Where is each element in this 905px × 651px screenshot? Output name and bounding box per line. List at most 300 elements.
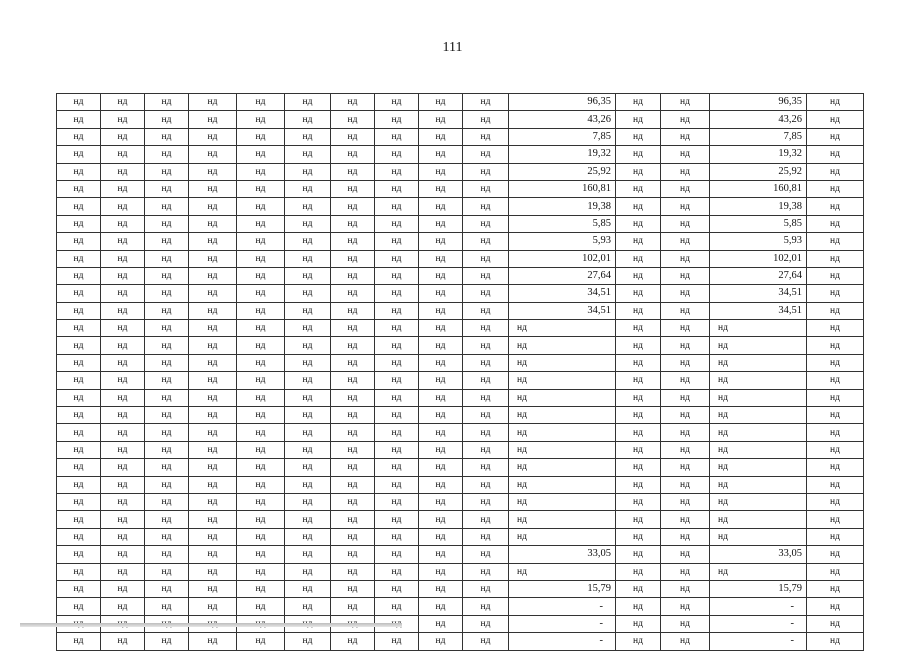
- table-cell: 34,51: [710, 302, 807, 319]
- table-cell: нд: [101, 563, 145, 580]
- table-cell: нд: [189, 285, 237, 302]
- table-cell: нд: [616, 337, 661, 354]
- table-cell: нд: [145, 233, 189, 250]
- table-cell: нд: [285, 320, 331, 337]
- table-cell: нд: [375, 302, 419, 319]
- table-cell: нд: [57, 511, 101, 528]
- table-cell: нд: [710, 389, 807, 406]
- table-cell: нд: [285, 580, 331, 597]
- table-cell: нд: [807, 320, 864, 337]
- table-cell: 34,51: [509, 285, 616, 302]
- table-cell: 27,64: [710, 267, 807, 284]
- table-cell: нд: [375, 215, 419, 232]
- table-cell: нд: [616, 111, 661, 128]
- table-cell: нд: [101, 94, 145, 111]
- table-cell: нд: [710, 337, 807, 354]
- table-cell: нд: [57, 633, 101, 650]
- table-row: [57, 493, 864, 510]
- table-cell: нд: [331, 198, 375, 215]
- table-cell: нд: [57, 233, 101, 250]
- table-cell: нд: [463, 528, 509, 545]
- table-cell: нд: [616, 546, 661, 563]
- table-cell: нд: [331, 424, 375, 441]
- table-cell: нд: [616, 615, 661, 632]
- table-cell: нд: [375, 580, 419, 597]
- table-cell: нд: [807, 94, 864, 111]
- table-cell: нд: [616, 511, 661, 528]
- table-cell: нд: [616, 598, 661, 615]
- table-cell: нд: [375, 267, 419, 284]
- table-cell: нд: [616, 580, 661, 597]
- table-cell: нд: [375, 424, 419, 441]
- table-cell: нд: [661, 198, 710, 215]
- table-row: [57, 163, 864, 180]
- table-cell: нд: [375, 546, 419, 563]
- table-cell: нд: [285, 198, 331, 215]
- table-cell: нд: [331, 285, 375, 302]
- table-cell: нд: [145, 302, 189, 319]
- table-cell: нд: [237, 94, 285, 111]
- table-cell: нд: [419, 285, 463, 302]
- table-cell: нд: [237, 546, 285, 563]
- table-cell: нд: [375, 441, 419, 458]
- table-cell: нд: [375, 354, 419, 371]
- table-cell: нд: [419, 146, 463, 163]
- table-cell: нд: [57, 146, 101, 163]
- table-cell: нд: [189, 476, 237, 493]
- table-cell: 5,93: [710, 233, 807, 250]
- table-cell: нд: [285, 250, 331, 267]
- table-cell: нд: [331, 407, 375, 424]
- table-row: [57, 146, 864, 163]
- table-cell: нд: [57, 580, 101, 597]
- table-cell: нд: [375, 511, 419, 528]
- table-row: [57, 476, 864, 493]
- table-cell: нд: [419, 424, 463, 441]
- table-cell: нд: [807, 163, 864, 180]
- table-cell: нд: [419, 407, 463, 424]
- scan-edge-strip: [20, 623, 402, 627]
- table-cell: нд: [419, 563, 463, 580]
- table-cell: -: [710, 598, 807, 615]
- table-cell: нд: [375, 459, 419, 476]
- table-cell: нд: [616, 198, 661, 215]
- table-cell: нд: [189, 267, 237, 284]
- table-cell: нд: [419, 198, 463, 215]
- table-cell: нд: [145, 493, 189, 510]
- table-cell: нд: [285, 389, 331, 406]
- table-cell: нд: [463, 128, 509, 145]
- table-cell: нд: [285, 354, 331, 371]
- table-cell: нд: [710, 372, 807, 389]
- table-cell: нд: [463, 493, 509, 510]
- table-cell: нд: [331, 563, 375, 580]
- table-cell: нд: [463, 215, 509, 232]
- table-cell: нд: [331, 459, 375, 476]
- table-cell: нд: [189, 302, 237, 319]
- table-cell: нд: [237, 163, 285, 180]
- table-cell: нд: [463, 233, 509, 250]
- table-cell: нд: [145, 598, 189, 615]
- table-cell: нд: [616, 389, 661, 406]
- table-cell: нд: [616, 493, 661, 510]
- table-cell: нд: [189, 337, 237, 354]
- table-cell: нд: [616, 250, 661, 267]
- table-row: [57, 128, 864, 145]
- table-cell: нд: [463, 615, 509, 632]
- table-cell: нд: [237, 215, 285, 232]
- table-cell: нд: [285, 372, 331, 389]
- table-cell: нд: [331, 493, 375, 510]
- table-cell: нд: [710, 493, 807, 510]
- table-cell: нд: [101, 546, 145, 563]
- table-cell: нд: [285, 111, 331, 128]
- table-cell: нд: [807, 476, 864, 493]
- table-cell: нд: [807, 615, 864, 632]
- table-cell: нд: [419, 320, 463, 337]
- table-cell: нд: [616, 476, 661, 493]
- table-cell: нд: [661, 424, 710, 441]
- table-cell: 43,26: [509, 111, 616, 128]
- table-row: [57, 441, 864, 458]
- table-cell: нд: [237, 146, 285, 163]
- table-cell: нд: [616, 302, 661, 319]
- table-cell: нд: [285, 563, 331, 580]
- table-cell: нд: [189, 459, 237, 476]
- table-row: [57, 337, 864, 354]
- table-cell: нд: [331, 146, 375, 163]
- table-cell: нд: [807, 511, 864, 528]
- table-cell: нд: [145, 511, 189, 528]
- table-cell: нд: [661, 233, 710, 250]
- table-cell: нд: [189, 198, 237, 215]
- table-cell: нд: [616, 563, 661, 580]
- table-cell: нд: [145, 111, 189, 128]
- table-row: [57, 267, 864, 284]
- table-cell: нд: [101, 511, 145, 528]
- table-cell: нд: [661, 337, 710, 354]
- table-cell: нд: [237, 111, 285, 128]
- table-cell: нд: [331, 94, 375, 111]
- table-cell: нд: [807, 389, 864, 406]
- table-cell: нд: [57, 441, 101, 458]
- table-cell: нд: [807, 598, 864, 615]
- table-cell: нд: [285, 546, 331, 563]
- table-cell: нд: [807, 372, 864, 389]
- table-cell: нд: [661, 128, 710, 145]
- table-cell: 102,01: [509, 250, 616, 267]
- table-cell: нд: [189, 580, 237, 597]
- table-cell: нд: [375, 163, 419, 180]
- table-cell: нд: [463, 302, 509, 319]
- table-cell: нд: [661, 146, 710, 163]
- table-cell: нд: [807, 354, 864, 371]
- table-cell: нд: [101, 146, 145, 163]
- table-cell: нд: [101, 285, 145, 302]
- table-cell: нд: [285, 94, 331, 111]
- table-cell: нд: [145, 459, 189, 476]
- table-row: [57, 459, 864, 476]
- table-cell: нд: [237, 563, 285, 580]
- table-cell: нд: [807, 180, 864, 197]
- table-cell: нд: [101, 407, 145, 424]
- table-row: [57, 598, 864, 615]
- table-cell: нд: [145, 320, 189, 337]
- table-cell: нд: [463, 598, 509, 615]
- table-cell: нд: [375, 320, 419, 337]
- table-cell: нд: [101, 250, 145, 267]
- table-cell: нд: [661, 372, 710, 389]
- table-cell: нд: [237, 441, 285, 458]
- table-cell: нд: [419, 389, 463, 406]
- table-cell: нд: [463, 267, 509, 284]
- table-cell: нд: [189, 215, 237, 232]
- table-cell: нд: [101, 320, 145, 337]
- table-cell: нд: [807, 337, 864, 354]
- table-cell: нд: [101, 493, 145, 510]
- table-cell: нд: [101, 233, 145, 250]
- table-cell: нд: [616, 528, 661, 545]
- table-cell: нд: [237, 389, 285, 406]
- table-cell: нд: [101, 372, 145, 389]
- table-cell: нд: [419, 233, 463, 250]
- table-cell: 43,26: [710, 111, 807, 128]
- table-cell: нд: [57, 267, 101, 284]
- table-cell: нд: [509, 389, 616, 406]
- table-cell: нд: [331, 546, 375, 563]
- table-cell: нд: [463, 459, 509, 476]
- table-cell: нд: [237, 250, 285, 267]
- table-row: [57, 180, 864, 197]
- table-cell: нд: [145, 94, 189, 111]
- table-cell: 5,85: [710, 215, 807, 232]
- table-cell: нд: [285, 633, 331, 650]
- table-cell: нд: [807, 285, 864, 302]
- table-cell: нд: [463, 250, 509, 267]
- table-cell: нд: [807, 459, 864, 476]
- table-cell: нд: [419, 372, 463, 389]
- table-cell: нд: [57, 215, 101, 232]
- table-cell: нд: [237, 528, 285, 545]
- table-cell: нд: [57, 320, 101, 337]
- table-cell: -: [710, 615, 807, 632]
- table-cell: нд: [661, 354, 710, 371]
- table-cell: нд: [145, 267, 189, 284]
- table-cell: нд: [463, 354, 509, 371]
- table-cell: нд: [57, 337, 101, 354]
- table-cell: нд: [463, 424, 509, 441]
- table-cell: нд: [57, 285, 101, 302]
- table-cell: нд: [375, 372, 419, 389]
- table-cell: 19,38: [509, 198, 616, 215]
- table-cell: нд: [463, 111, 509, 128]
- table-cell: нд: [616, 354, 661, 371]
- table-cell: нд: [616, 128, 661, 145]
- table-cell: нд: [419, 94, 463, 111]
- table-cell: нд: [463, 441, 509, 458]
- table-cell: нд: [661, 528, 710, 545]
- table-cell: нд: [237, 493, 285, 510]
- table-cell: нд: [509, 320, 616, 337]
- table-cell: нд: [145, 180, 189, 197]
- table-cell: нд: [509, 424, 616, 441]
- table-cell: нд: [57, 476, 101, 493]
- table-cell: нд: [189, 180, 237, 197]
- table-cell: 102,01: [710, 250, 807, 267]
- table-cell: нд: [807, 302, 864, 319]
- table-cell: нд: [661, 180, 710, 197]
- table-cell: нд: [331, 163, 375, 180]
- table-cell: нд: [710, 511, 807, 528]
- table-cell: нд: [237, 354, 285, 371]
- table-cell: нд: [419, 302, 463, 319]
- table-cell: нд: [57, 354, 101, 371]
- table-row: [57, 320, 864, 337]
- table-row: [57, 580, 864, 597]
- table-cell: 19,38: [710, 198, 807, 215]
- table-row: [57, 633, 864, 650]
- table-cell: нд: [57, 302, 101, 319]
- table-cell: нд: [616, 233, 661, 250]
- table-cell: нд: [807, 580, 864, 597]
- table-cell: нд: [419, 511, 463, 528]
- table-cell: нд: [189, 94, 237, 111]
- table-cell: нд: [375, 233, 419, 250]
- table-cell: нд: [57, 111, 101, 128]
- table-cell: нд: [509, 493, 616, 510]
- table-cell: нд: [101, 459, 145, 476]
- table-cell: нд: [189, 407, 237, 424]
- table-cell: 33,05: [710, 546, 807, 563]
- table-cell: нд: [189, 546, 237, 563]
- table-cell: нд: [616, 633, 661, 650]
- table-cell: нд: [509, 354, 616, 371]
- table-cell: нд: [331, 320, 375, 337]
- table-cell: нд: [285, 337, 331, 354]
- table-cell: нд: [101, 598, 145, 615]
- table-cell: нд: [616, 372, 661, 389]
- table-cell: нд: [145, 633, 189, 650]
- table-cell: нд: [509, 459, 616, 476]
- table-row: [57, 94, 864, 111]
- table-cell: нд: [710, 476, 807, 493]
- table-cell: нд: [237, 267, 285, 284]
- table-cell: нд: [285, 407, 331, 424]
- table-cell: нд: [237, 128, 285, 145]
- table-cell: нд: [807, 493, 864, 510]
- table-cell: нд: [616, 180, 661, 197]
- table-cell: нд: [285, 128, 331, 145]
- table-cell: нд: [189, 424, 237, 441]
- table-cell: 7,85: [710, 128, 807, 145]
- table-cell: нд: [57, 493, 101, 510]
- table-cell: нд: [419, 476, 463, 493]
- table-cell: нд: [237, 233, 285, 250]
- table-cell: нд: [331, 128, 375, 145]
- table-row: [57, 250, 864, 267]
- table-cell: 7,85: [509, 128, 616, 145]
- table-cell: нд: [463, 163, 509, 180]
- table-cell: нд: [57, 389, 101, 406]
- table-cell: нд: [145, 528, 189, 545]
- table-cell: 19,32: [710, 146, 807, 163]
- table-cell: 25,92: [710, 163, 807, 180]
- table-cell: нд: [237, 285, 285, 302]
- table-cell: нд: [237, 372, 285, 389]
- table-cell: нд: [237, 337, 285, 354]
- table-cell: нд: [237, 633, 285, 650]
- table-cell: нд: [807, 250, 864, 267]
- table-cell: нд: [285, 180, 331, 197]
- table-cell: нд: [463, 546, 509, 563]
- table-cell: нд: [661, 267, 710, 284]
- table-cell: -: [710, 633, 807, 650]
- table-cell: нд: [807, 424, 864, 441]
- table-cell: нд: [285, 441, 331, 458]
- table-cell: нд: [616, 146, 661, 163]
- table-cell: нд: [463, 180, 509, 197]
- table-cell: нд: [57, 372, 101, 389]
- table-cell: нд: [807, 546, 864, 563]
- table-cell: нд: [101, 424, 145, 441]
- table-row: [57, 424, 864, 441]
- table-cell: нд: [661, 563, 710, 580]
- table-cell: -: [509, 598, 616, 615]
- table-cell: нд: [189, 320, 237, 337]
- table-cell: нд: [419, 459, 463, 476]
- table-cell: нд: [57, 250, 101, 267]
- table-cell: нд: [661, 389, 710, 406]
- table-cell: нд: [463, 146, 509, 163]
- table-cell: нд: [661, 598, 710, 615]
- table-cell: нд: [710, 459, 807, 476]
- table-cell: нд: [331, 476, 375, 493]
- table-cell: нд: [145, 580, 189, 597]
- table-cell: нд: [710, 354, 807, 371]
- table-cell: нд: [101, 128, 145, 145]
- table-cell: нд: [375, 493, 419, 510]
- table-cell: нд: [101, 528, 145, 545]
- table-cell: нд: [807, 128, 864, 145]
- table-cell: нд: [661, 215, 710, 232]
- table-cell: нд: [807, 267, 864, 284]
- table-cell: нд: [145, 128, 189, 145]
- table-cell: нд: [419, 580, 463, 597]
- table-cell: нд: [101, 580, 145, 597]
- table-cell: нд: [57, 563, 101, 580]
- table-row: [57, 302, 864, 319]
- table-cell: нд: [331, 267, 375, 284]
- table-cell: нд: [375, 180, 419, 197]
- table-cell: нд: [101, 354, 145, 371]
- table-cell: нд: [57, 128, 101, 145]
- table-cell: нд: [145, 546, 189, 563]
- table-cell: нд: [237, 180, 285, 197]
- table-cell: -: [509, 615, 616, 632]
- table-cell: нд: [101, 633, 145, 650]
- table-cell: нд: [101, 198, 145, 215]
- table-cell: нд: [57, 407, 101, 424]
- table-cell: нд: [463, 372, 509, 389]
- table-cell: нд: [189, 111, 237, 128]
- table-cell: нд: [807, 441, 864, 458]
- table-cell: нд: [661, 546, 710, 563]
- table-cell: нд: [375, 128, 419, 145]
- table-cell: нд: [807, 563, 864, 580]
- table-cell: нд: [710, 320, 807, 337]
- table-cell: нд: [285, 493, 331, 510]
- table-cell: нд: [331, 633, 375, 650]
